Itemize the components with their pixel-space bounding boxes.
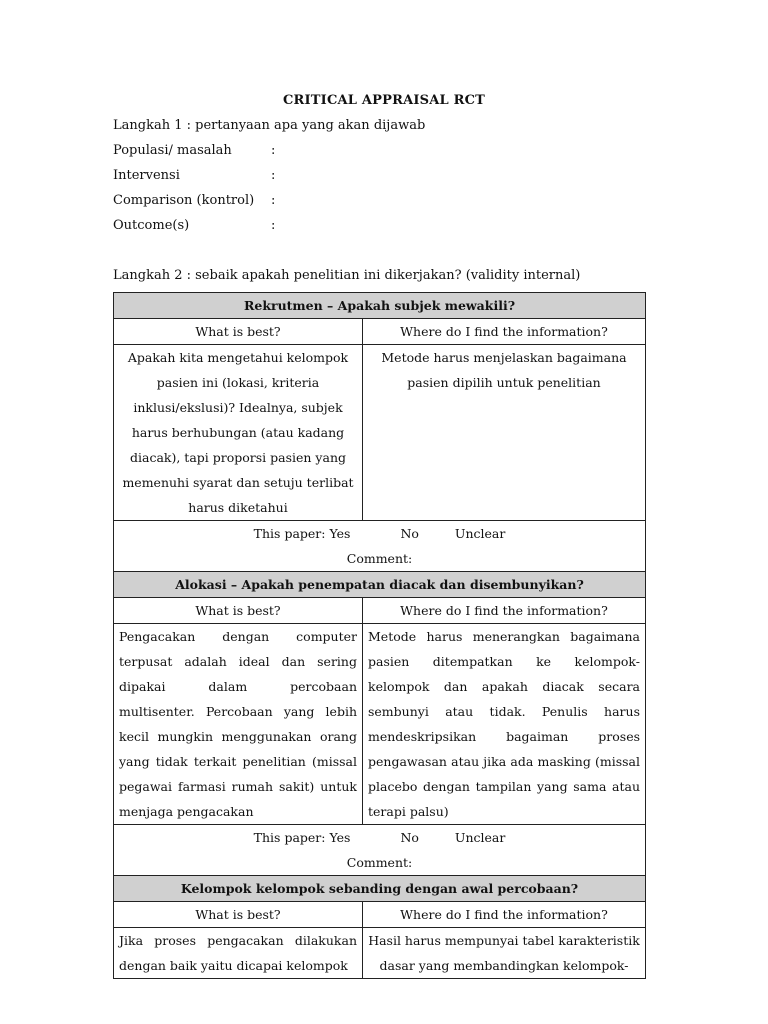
paper-no-label: No [400,526,419,541]
section-heading: Alokasi – Apakah penempatan diacak dan disembunyikan? [114,572,646,598]
col-header-info: Where do I find the information? [363,598,646,624]
paper-no-label: No [400,830,419,845]
paper-cell [114,825,646,876]
pico-colon: : [271,168,276,183]
table-row [114,928,646,979]
info-cell: Metode harus menjelaskan bagaimana pasien dipilih untuk penelitian [363,345,646,521]
paper-yes-label: This paper: Yes [253,526,351,541]
pico-label: Populasi/ masalah [113,143,232,158]
best-cell: Pengacakan dengan computer terpusat adalah ideal dan sering dipakai dalam percobaan multisenter. Percobaan yang lebih kecil mungkin menggunakan orang yang tidak terkait penelitian (missal pegawai farmasi rumah sakit) untuk menjaga pengacakan [114,624,363,825]
pico-colon: : [271,218,276,233]
comment-label: Comment: [346,855,413,870]
col-header-info: Where do I find the information? [363,902,646,928]
section-heading: Kelompok kelompok sebanding dengan awal percobaan? [114,876,646,902]
best-cell: Apakah kita mengetahui kelompok pasien ini (lokasi, kriteria inklusi/ekslusi)? Idealnya, subjek harus berhubungan (atau kadang diacak), tapi proporsi pasien yang memenuhi syarat dan setuju terlibat harus diketahui [114,345,363,521]
pico-label: Comparison (kontrol) [113,193,255,208]
col-header-info: Where do I find the information? [363,319,646,345]
info-cell: Metode harus menerangkan bagaimana pasien ditempatkan ke kelompok-kelompok dan apakah diacak secara sembunyi atau tidak. Penulis harus mendeskripsikan bagaiman proses pengawasan atau jika ada masking (missal placebo dengan tampilan yang sama atau terapi palsu) [363,624,646,825]
col-header-best: What is best? [114,598,363,624]
pico-colon: : [271,143,276,158]
col-header-best: What is best? [114,902,363,928]
paper-unclear-label: Unclear [454,526,506,541]
section-heading: Rekrutmen – Apakah subjek mewakili? [114,293,646,319]
section-heading-row [114,572,646,598]
paper-unclear-label: Unclear [454,830,506,845]
pico-colon: : [271,193,276,208]
column-header-row [114,598,646,624]
table-row [114,345,646,521]
pico-label: Intervensi [113,168,180,183]
document-title: CRITICAL APPRAISAL RCT [282,93,486,108]
step2-text: Langkah 2 : sebaik apakah penelitian ini dikerjakan? (validity internal) [113,268,581,283]
paper-cell [114,521,646,572]
column-header-row [114,319,646,345]
section-heading-row [114,293,646,319]
paper-row [114,825,646,876]
best-cell: Jika proses pengacakan dilakukan dengan baik yaitu dicapai kelompok [114,928,363,979]
comment-label: Comment: [346,551,413,566]
info-cell: Hasil harus mempunyai tabel karakteristik dasar yang membandingkan kelompok- [363,928,646,979]
appraisal-table [113,292,646,979]
paper-yes-label: This paper: Yes [253,830,351,845]
col-header-best: What is best? [114,319,363,345]
column-header-row [114,902,646,928]
pico-label: Outcome(s) [113,218,190,233]
step1-text: Langkah 1 : pertanyaan apa yang akan dijawab [113,118,426,133]
paper-row [114,521,646,572]
table-row [114,624,646,825]
section-heading-row [114,876,646,902]
